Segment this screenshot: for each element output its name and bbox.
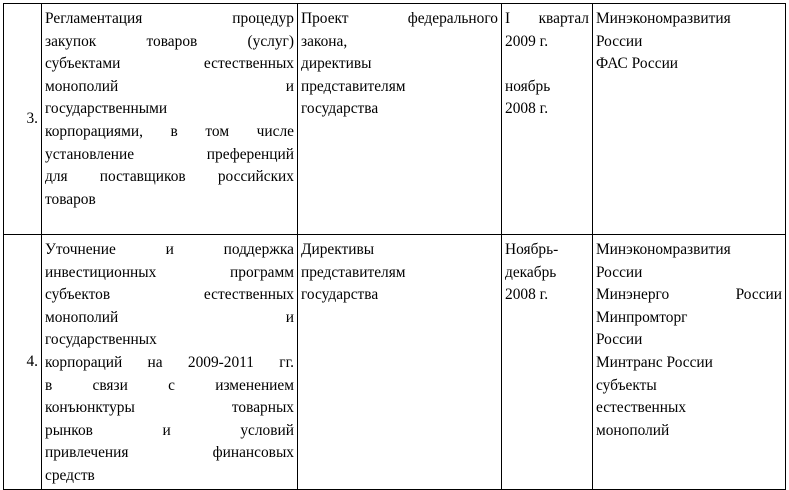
responsible-cell [593,235,786,490]
measure-cell [42,235,298,490]
measure-line: инвестиционных программ [45,263,294,281]
measure-line: монополий и [45,308,294,326]
document-line: государства [301,100,379,118]
measure-line: конъюнктуры товарных [45,399,294,417]
table-row [4,235,786,490]
measure-line: государственными [45,100,168,118]
deadline-line: декабрь [505,263,557,281]
responsible-line: Минэкономразвития [596,10,731,27]
measure-line: государственных [45,331,157,349]
measure-line: для поставщиков российских [45,168,294,186]
document-line: Проект федерального [301,10,498,27]
row-number: 4. [4,235,42,490]
row-number: 3. [4,4,42,235]
deadline-cell [502,235,593,490]
deadline-line: Ноябрь- [505,241,559,258]
deadline-line: ноябрь [505,77,551,95]
responsible-line: естественных [596,399,687,417]
document-line: директивы [301,55,372,73]
responsible-line: Минэнерго России [596,286,782,304]
document-cell [298,235,502,490]
measure-line: привлечения финансовых [45,444,294,462]
measure-line: субъектами естественных [45,55,294,73]
document-cell [298,4,502,235]
measure-line: Уточнение и поддержка [45,241,294,258]
deadline-line: 2008 г. [505,286,549,304]
responsible-line: Минтранс России [596,353,713,371]
document-line: закона, [301,32,348,50]
document-line: государства [301,286,379,304]
deadline-cell [502,4,593,235]
deadline-line: 2009 г. [505,32,549,50]
responsible-line: ФАС России [596,55,679,73]
responsible-line: Минпромторг [596,308,688,326]
measure-cell [42,4,298,235]
measure-line: товаров [45,190,96,208]
measure-line: рынков и условий [45,421,294,439]
deadline-line: I квартал [505,10,589,27]
responsible-line: России [596,331,643,349]
measure-line: закупок товаров (услуг) [45,32,294,50]
measure-line: средств [45,466,95,484]
deadline-gap [505,53,589,76]
responsible-line: Минэкономразвития [596,241,731,258]
measure-line: установление преференций [45,145,294,163]
plan-table [3,3,786,490]
measure-line: в связи с изменением [45,376,294,394]
document-line: представителям [301,77,406,95]
responsible-line: России [596,263,643,281]
responsible-line: субъекты [596,376,657,394]
measure-line: корпораций на 2009-2011 гг. [45,353,294,371]
table-row [4,4,786,235]
document-line: представителям [301,263,406,281]
measure-line: Регламентация процедур [45,10,294,27]
measure-line: монополий и [45,77,294,95]
deadline-line: 2008 г. [505,100,549,118]
measure-line: корпорациями, в том числе [45,122,294,140]
responsible-line: монополий [596,421,670,439]
responsible-cell [593,4,786,235]
responsible-line: России [596,32,643,50]
document-line: Директивы [301,241,375,258]
measure-line: субъектов естественных [45,286,294,304]
